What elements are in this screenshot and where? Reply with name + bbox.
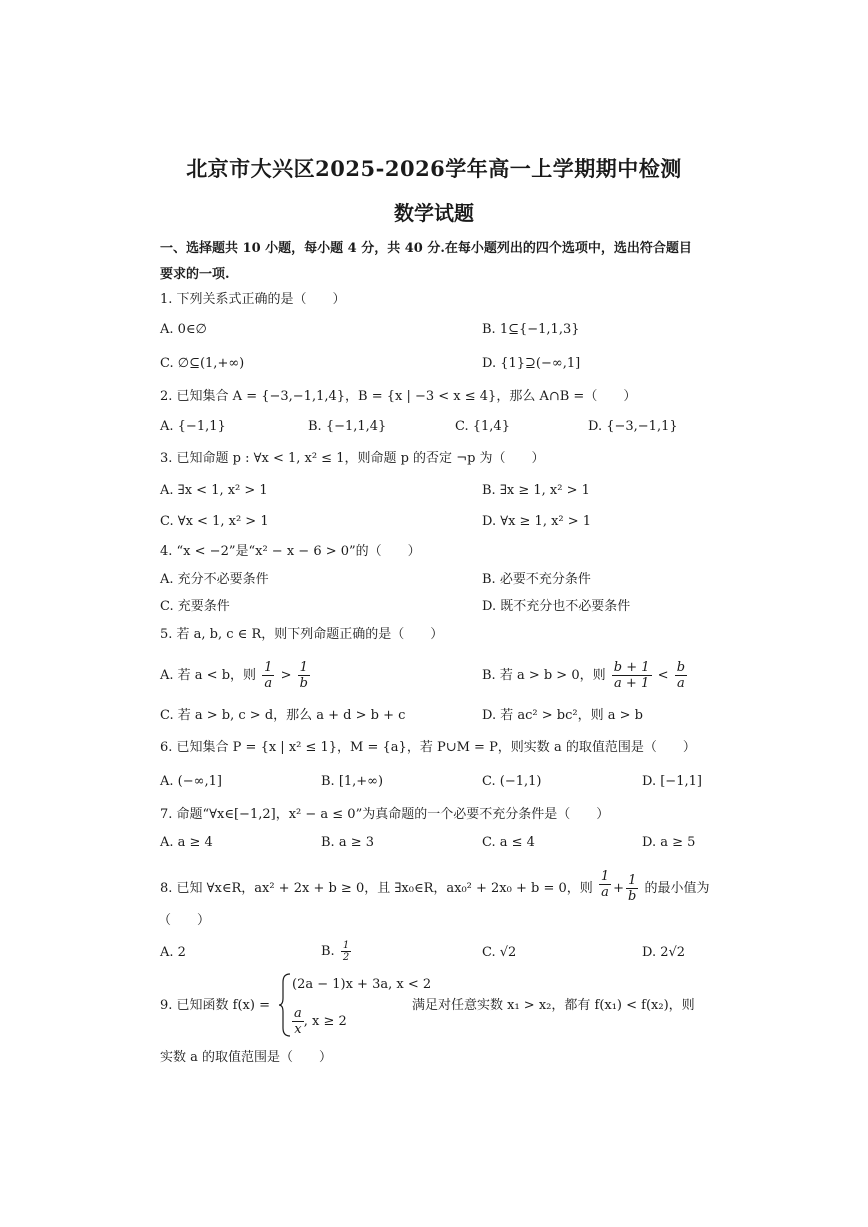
q5-option-a-prefix: A. 若 a < b，则 (160, 668, 257, 683)
frac-numerator: 1 (342, 940, 350, 951)
q4-option-a: A. 充分不必要条件 (160, 572, 269, 587)
q1-option-a: A. 0∈∅ (160, 322, 207, 337)
frac-denominator: b (299, 676, 308, 691)
q5-option-a-frac-left (262, 660, 274, 691)
q4-stem: 4. “x < −2”是“x² − x − 6 > 0”的（ ） (160, 544, 421, 559)
q7-option-d: D. a ≥ 5 (642, 835, 696, 850)
frac-denominator: x (294, 1022, 302, 1037)
q5-option-a (160, 660, 312, 691)
q8-stem (160, 869, 710, 904)
frac-denominator: a + 1 (614, 676, 650, 691)
q9-case2-tail: , x ≥ 2 (303, 1014, 347, 1029)
q1-option-c: C. ∅⊆(1,+∞) (160, 356, 245, 371)
q3-option-b: B. ∃x ≥ 1, x² > 1 (482, 483, 590, 498)
q2-option-b: B. {−1,1,4} (308, 419, 387, 434)
q2-stem: 2. 已知集合 A = {−3,−1,1,4}，B = {x | −3 < x ≤ 4}，那么 A∩B =（ ） (160, 389, 637, 404)
frac-numerator: b (676, 660, 686, 675)
q5-option-a-operator: > (280, 668, 292, 683)
q8-stem-text: 8. 已知 ∀x∈R，ax² + 2x + b ≥ 0，且 ∃x₀∈R，ax₀² + 2x₀ + b = 0，则 (160, 881, 593, 896)
q1-stem: 1. 下列关系式正确的是（ ） (160, 292, 346, 307)
q5-stem: 5. 若 a, b, c ∈ R，则下列命题正确的是（ ） (160, 627, 444, 642)
q2-option-d: D. {−3,−1,1} (588, 419, 678, 434)
q9-stem-post: 满足对任意实数 x₁ > x₂，都有 f(x₁) < f(x₂)，则 (412, 998, 695, 1013)
q5-option-b-prefix: B. 若 a > b > 0，则 (482, 668, 606, 683)
q5-option-d: D. 若 ac² > bc²，则 a > b (482, 708, 643, 723)
q8-frac-1a (599, 869, 611, 900)
frac-denominator: a (601, 885, 609, 900)
q7-option-b: B. a ≥ 3 (321, 835, 374, 850)
frac-denominator: 2 (342, 952, 350, 963)
q8-option-b (321, 940, 353, 963)
q4-option-d: D. 既不充分也不必要条件 (482, 599, 631, 614)
frac-numerator: 1 (299, 660, 308, 675)
q9-case1: (2a − 1)x + 3a, x < 2 (292, 977, 432, 992)
q7-stem: 7. 命题“∀x∈[−1,2]，x² − a ≤ 0”为真命题的一个必要不充分条件是（ ） (160, 807, 610, 822)
q8-stem-tail: 的最小值为 (644, 881, 710, 896)
q6-option-d: D. [−1,1] (642, 774, 702, 789)
q7-option-c: C. a ≤ 4 (482, 835, 535, 850)
q3-option-d: D. ∀x ≥ 1, x² > 1 (482, 514, 592, 529)
q9-brace-icon (278, 972, 292, 1038)
q8-option-d: D. 2√2 (642, 945, 686, 960)
page-title: 北京市大兴区2025-2026学年高一上学期期中检测 (186, 156, 682, 181)
frac-numerator: a (294, 1006, 302, 1021)
q5-option-a-frac-right (298, 660, 310, 691)
q5-option-b-frac-right (675, 660, 687, 691)
q5-option-c: C. 若 a > b, c > d，那么 a + d > b + c (160, 708, 406, 723)
q4-option-b: B. 必要不充分条件 (482, 572, 591, 587)
q3-option-a: A. ∃x < 1, x² > 1 (160, 483, 268, 498)
q6-option-c: C. (−1,1) (482, 774, 542, 789)
q3-stem: 3. 已知命题 p : ∀x < 1, x² ≤ 1，则命题 p 的否定 ¬p 为（ ） (160, 451, 545, 466)
q5-option-b (482, 660, 689, 691)
q9-stem-prefix: 9. 已知函数 f(x) = (160, 998, 270, 1013)
q4-option-c: C. 充要条件 (160, 599, 230, 614)
q9-stem-line2: 实数 a 的取值范围是（ ） (160, 1050, 333, 1065)
frac-numerator: 1 (264, 660, 273, 675)
q6-option-a: A. (−∞,1] (160, 774, 222, 789)
q8-answer-paren: （ ） (158, 913, 211, 928)
q2-option-c: C. {1,4} (455, 419, 510, 434)
q8-option-b-frac (341, 940, 351, 963)
q1-option-d: D. {1}⊇(−∞,1] (482, 356, 581, 371)
q8-frac-1b (626, 873, 638, 904)
q2-option-a: A. {−1,1} (160, 419, 226, 434)
q9-case2 (292, 1006, 347, 1037)
frac-numerator: 1 (600, 869, 610, 884)
frac-numerator: 1 (628, 873, 637, 888)
q5-option-b-operator: < (657, 668, 669, 683)
frac-denominator: a (264, 676, 273, 691)
frac-denominator: a (676, 676, 685, 691)
frac-numerator: b + 1 (613, 660, 650, 675)
q5-option-b-frac-left (612, 660, 652, 691)
section-instruction-line1: 一、选择题共 10 小题，每小题 4 分，共 40 分.在每小题列出的四个选项中，选出符合题目 (160, 241, 692, 256)
q6-option-b: B. [1,+∞) (321, 774, 384, 789)
q9-case2-frac (292, 1006, 304, 1037)
q6-stem: 6. 已知集合 P = {x | x² ≤ 1}，M = {a}，若 P∪M = P，则实数 a 的取值范围是（ ） (160, 740, 696, 755)
section-instruction-line2: 要求的一项. (160, 267, 230, 282)
q7-option-a: A. a ≥ 4 (160, 835, 213, 850)
page-subtitle: 数学试题 (394, 201, 474, 225)
q1-option-b: B. 1⊆{−1,1,3} (482, 322, 580, 337)
q8-option-c: C. √2 (482, 945, 517, 960)
q8-option-b-label: B. (321, 944, 335, 959)
q8-plus: + (613, 881, 625, 896)
q8-option-a: A. 2 (160, 945, 186, 960)
frac-denominator: b (628, 889, 637, 904)
q3-option-c: C. ∀x < 1, x² > 1 (160, 514, 269, 529)
